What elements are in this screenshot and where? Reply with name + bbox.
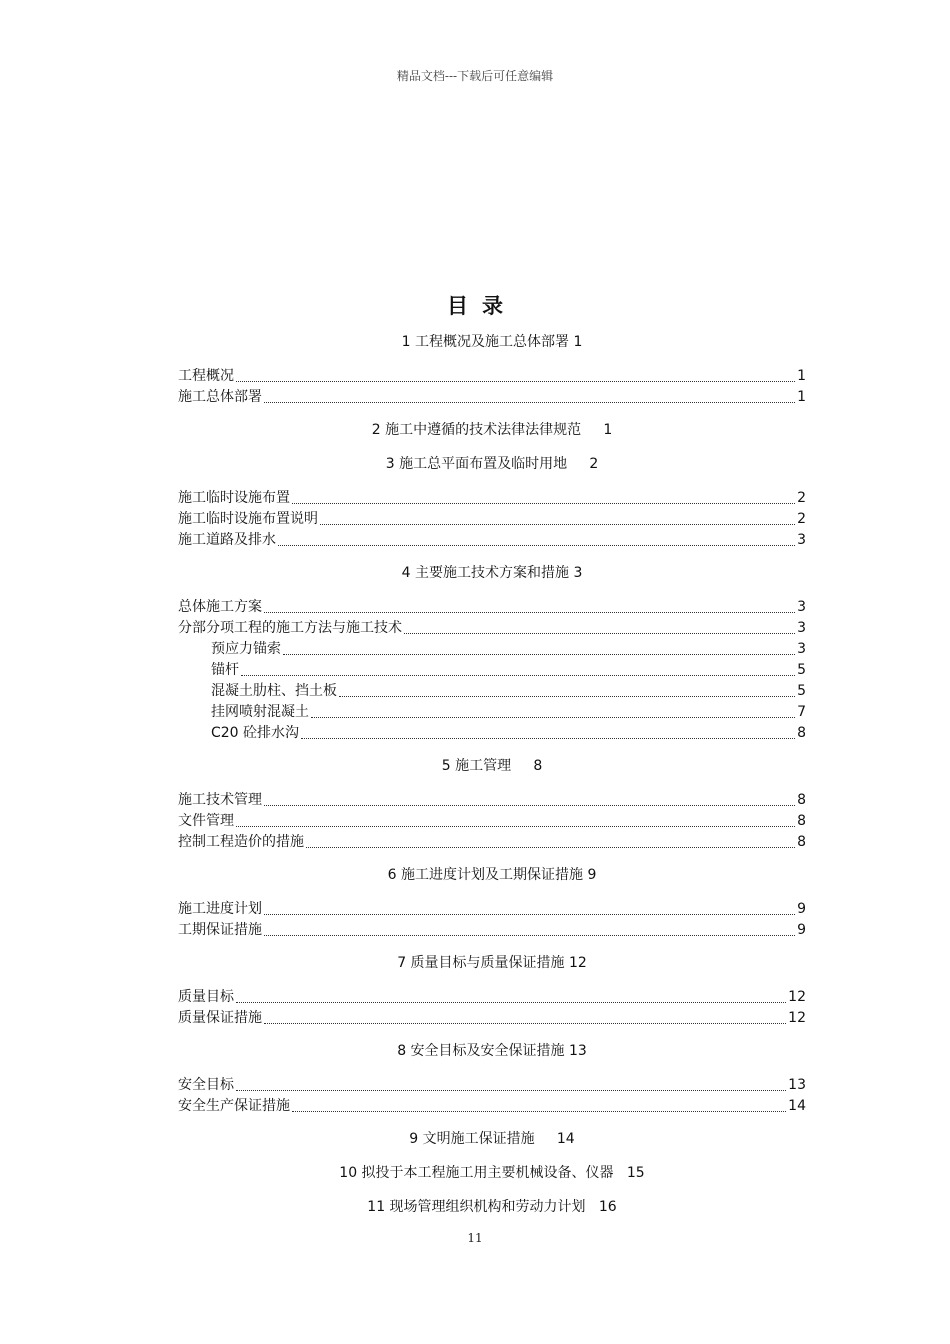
toc-chapter-heading[interactable]: 10 拟投于本工程施工用主要机械设备、仪器 15 (339, 1165, 645, 1181)
toc-entry-page: 7 (797, 704, 806, 720)
dot-leader (236, 1090, 786, 1091)
toc-entry[interactable] (178, 1075, 806, 1096)
toc-entry-page: 12 (788, 989, 806, 1005)
toc-entry-page: 12 (788, 1010, 806, 1026)
toc-entry[interactable] (178, 366, 806, 387)
dot-leader (301, 738, 795, 739)
toc-entry-page: 5 (797, 683, 806, 699)
dot-leader (241, 675, 795, 676)
toc-subentry[interactable] (178, 660, 806, 681)
toc-chapter-heading[interactable]: 7 质量目标与质量保证措施 12 (397, 955, 587, 971)
toc-entry-label: 混凝土肋柱、挡土板 (211, 683, 337, 699)
toc-entry[interactable] (178, 1096, 806, 1117)
toc-entry-page: 3 (797, 532, 806, 548)
toc-entry-page: 1 (797, 389, 806, 405)
toc-entry-label: 安全目标 (178, 1077, 234, 1093)
toc-entry[interactable] (178, 618, 806, 639)
toc-entry-page: 9 (797, 922, 806, 938)
toc-entry-page: 8 (797, 725, 806, 741)
toc-chapter-heading[interactable]: 5 施工管理 8 (441, 758, 543, 774)
toc-entry-page: 5 (797, 662, 806, 678)
toc-chapter-heading[interactable]: 3 施工总平面布置及临时用地 2 (385, 456, 599, 472)
toc-entry-label: 施工临时设施布置说明 (178, 511, 318, 527)
toc-entry-label: 总体施工方案 (178, 599, 262, 615)
toc-chapter-heading[interactable]: 4 主要施工技术方案和措施 3 (401, 565, 583, 581)
toc-entry-label: 施工技术管理 (178, 792, 262, 808)
toc-entry-page: 13 (788, 1077, 806, 1093)
dot-leader (306, 847, 795, 848)
toc-entry[interactable] (178, 899, 806, 920)
dot-leader (264, 1023, 786, 1024)
toc-entry-label: 工期保证措施 (178, 922, 262, 938)
toc-entry-page: 2 (797, 511, 806, 527)
dot-leader (264, 914, 795, 915)
toc-entry-page: 9 (797, 901, 806, 917)
toc-chapter-heading[interactable]: 6 施工进度计划及工期保证措施 9 (387, 867, 597, 883)
toc-entry[interactable] (178, 530, 806, 551)
toc-entry-page: 14 (788, 1098, 806, 1114)
toc-entry[interactable] (178, 811, 806, 832)
toc-entry[interactable] (178, 1008, 806, 1029)
toc-entry-label: 控制工程造价的措施 (178, 834, 304, 850)
toc-entry-page: 8 (797, 834, 806, 850)
toc-entry-page: 8 (797, 792, 806, 808)
toc-entry[interactable] (178, 387, 806, 408)
table-of-contents (178, 330, 806, 1231)
dot-leader (264, 935, 795, 936)
dot-leader (236, 381, 795, 382)
toc-entry[interactable] (178, 488, 806, 509)
toc-subentry[interactable] (178, 681, 806, 702)
toc-subentry[interactable] (178, 639, 806, 660)
dot-leader (278, 545, 795, 546)
dot-leader (320, 524, 795, 525)
toc-entry-label: 文件管理 (178, 813, 234, 829)
dot-leader (264, 805, 795, 806)
toc-entry[interactable] (178, 790, 806, 811)
toc-entry-page: 1 (797, 368, 806, 384)
toc-chapter-heading[interactable]: 1 工程概况及施工总体部署 1 (401, 334, 583, 350)
toc-chapter-heading[interactable]: 9 文明施工保证措施 14 (409, 1131, 575, 1147)
toc-entry[interactable] (178, 597, 806, 618)
toc-title: 目录 (447, 294, 517, 318)
page-number: 11 (467, 1231, 483, 1245)
toc-subentry[interactable] (178, 723, 806, 744)
toc-subentry[interactable] (178, 702, 806, 723)
header-watermark: 精品文档---下载后可任意编辑 (396, 69, 554, 83)
dot-leader (264, 612, 795, 613)
dot-leader (404, 633, 795, 634)
toc-entry-label: 施工道路及排水 (178, 532, 276, 548)
toc-chapter-heading[interactable]: 11 现场管理组织机构和劳动力计划 16 (367, 1199, 617, 1215)
toc-entry[interactable] (178, 509, 806, 530)
dot-leader (236, 826, 795, 827)
toc-entry-page: 8 (797, 813, 806, 829)
dot-leader (283, 654, 795, 655)
toc-entry-page: 3 (797, 641, 806, 657)
dot-leader (292, 503, 795, 504)
toc-entry-page: 2 (797, 490, 806, 506)
toc-entry-page: 3 (797, 620, 806, 636)
toc-entry-label: 锚杆 (211, 662, 239, 678)
toc-entry[interactable] (178, 987, 806, 1008)
dot-leader (292, 1111, 786, 1112)
toc-entry-label: 工程概况 (178, 368, 234, 384)
toc-entry-label: 施工临时设施布置 (178, 490, 290, 506)
toc-chapter-heading[interactable]: 2 施工中遵循的技术法律法律规范 1 (371, 422, 613, 438)
toc-entry-label: 质量目标 (178, 989, 234, 1005)
dot-leader (311, 717, 795, 718)
toc-entry-label: 安全生产保证措施 (178, 1098, 290, 1114)
dot-leader (264, 402, 795, 403)
toc-entry-label: 质量保证措施 (178, 1010, 262, 1026)
toc-entry-page: 3 (797, 599, 806, 615)
toc-entry-label: 施工总体部署 (178, 389, 262, 405)
toc-entry[interactable] (178, 832, 806, 853)
toc-entry-label: 预应力锚索 (211, 641, 281, 657)
toc-entry-label: 分部分项工程的施工方法与施工技术 (178, 620, 402, 636)
dot-leader (339, 696, 795, 697)
toc-entry[interactable] (178, 920, 806, 941)
dot-leader (236, 1002, 786, 1003)
toc-entry-label: 施工进度计划 (178, 901, 262, 917)
toc-chapter-heading[interactable]: 8 安全目标及安全保证措施 13 (397, 1043, 587, 1059)
toc-entry-label: 挂网喷射混凝土 (211, 704, 309, 720)
toc-entry-label: C20 砼排水沟 (211, 725, 300, 741)
